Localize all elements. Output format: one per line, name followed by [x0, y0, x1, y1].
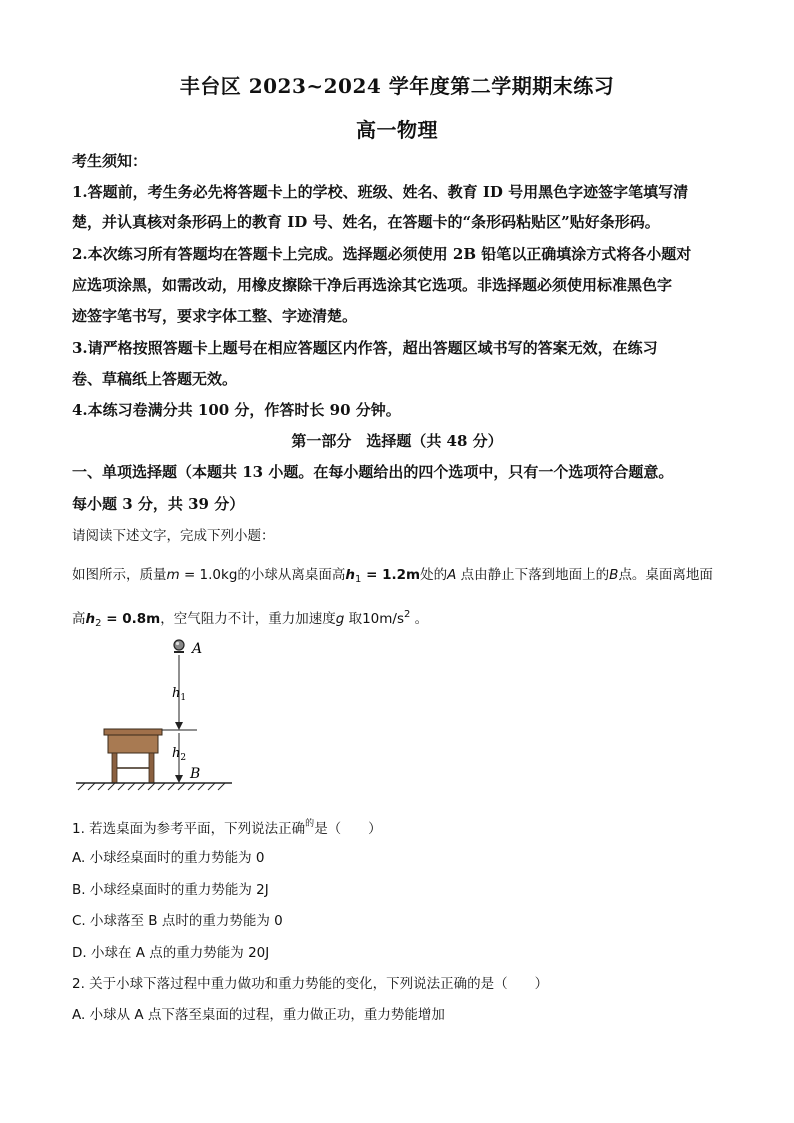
question-2-option-a[interactable]: A. 小球从 A 点下落至桌面的过程，重力做正功，重力势能增加	[72, 1007, 445, 1023]
point-a-label: A	[192, 641, 203, 657]
notice-line: 楚，并认真核对条形码上的教育 ID 号、姓名，在答题卡的“条形码粘贴区”贴好条形码。	[72, 213, 660, 231]
notice-line: 4.本练习卷满分共 100 分，作答时长 90 分钟。	[72, 401, 401, 419]
falling-ball-diagram	[72, 633, 242, 793]
section-heading-cont: 每小题 3 分，共 39 分）	[72, 495, 245, 513]
problem-stem-line2: 高$h_2 = 0.8m$，空气阻力不计，重力加速度g 取$10m/s^2$ 。	[72, 609, 429, 629]
problem-stem-line1: 如图所示，质量m = 1.0kg的小球从离桌面高$h_1 = 1.2m$处的A 点由静止下落到地面上的B点。桌面离地面	[72, 567, 713, 585]
notice-line: 迹签字笔书写，要求字体工整、字迹清楚。	[72, 307, 358, 325]
reading-instruction: 请阅读下述文字，完成下列小题：	[72, 528, 275, 544]
notice-heading: 考生须知：	[72, 152, 148, 170]
question-1-option-d[interactable]: D. 小球在 A 点的重力势能为 20J	[72, 945, 270, 961]
point-b-label: B	[190, 766, 201, 782]
ball-icon	[174, 640, 184, 653]
notice-line: 2.本次练习所有答题均在答题卡上完成。选择题必须使用 2B 铅笔以正确填涂方式将各小题对	[72, 245, 692, 263]
section-heading: 一、单项选择题（本题共 13 小题。在每小题给出的四个选项中，只有一个选项符合题意。	[72, 463, 674, 481]
h2-label: $h_2$	[172, 746, 187, 763]
exam-title: 丰台区 2023~2024 学年度第二学期期末练习	[179, 74, 615, 98]
h1-arrow	[175, 722, 183, 730]
h1-label: $h_1$	[172, 686, 187, 703]
notice-line: 应选项涂黑，如需改动，用橡皮擦除干净后再选涂其它选项。非选择题必须使用标准黑色字	[72, 276, 673, 294]
notice-line: 卷、草稿纸上答题无效。	[72, 370, 238, 388]
question-1-option-a[interactable]: A. 小球经桌面时的重力势能为 0	[72, 850, 265, 866]
table-icon	[104, 729, 162, 783]
question-2-stem: 2. 关于小球下落过程中重力做功和重力势能的变化，下列说法正确的是（ ）	[72, 976, 549, 992]
question-1-option-b[interactable]: B. 小球经桌面时的重力势能为 2J	[72, 882, 269, 898]
question-1-stem: 1. 若选桌面为参考平面，下列说法正确$^的$是（ ）	[72, 819, 382, 837]
part-heading: 第一部分 选择题（共 48 分）	[291, 432, 503, 450]
exam-subject: 高一物理	[356, 118, 438, 142]
notice-line: 1.答题前，考生务必先将答题卡上的学校、班级、姓名、教育 ID 号用黑色字迹签字笔填写清	[72, 183, 689, 201]
question-1-option-c[interactable]: C. 小球落至 B 点时的重力势能为 0	[72, 913, 283, 929]
notice-line: 3.请严格按照答题卡上题号在相应答题区内作答，超出答题区域书写的答案无效，在练习	[72, 339, 658, 357]
h2-arrow	[175, 775, 183, 783]
ground-icon	[76, 783, 232, 790]
